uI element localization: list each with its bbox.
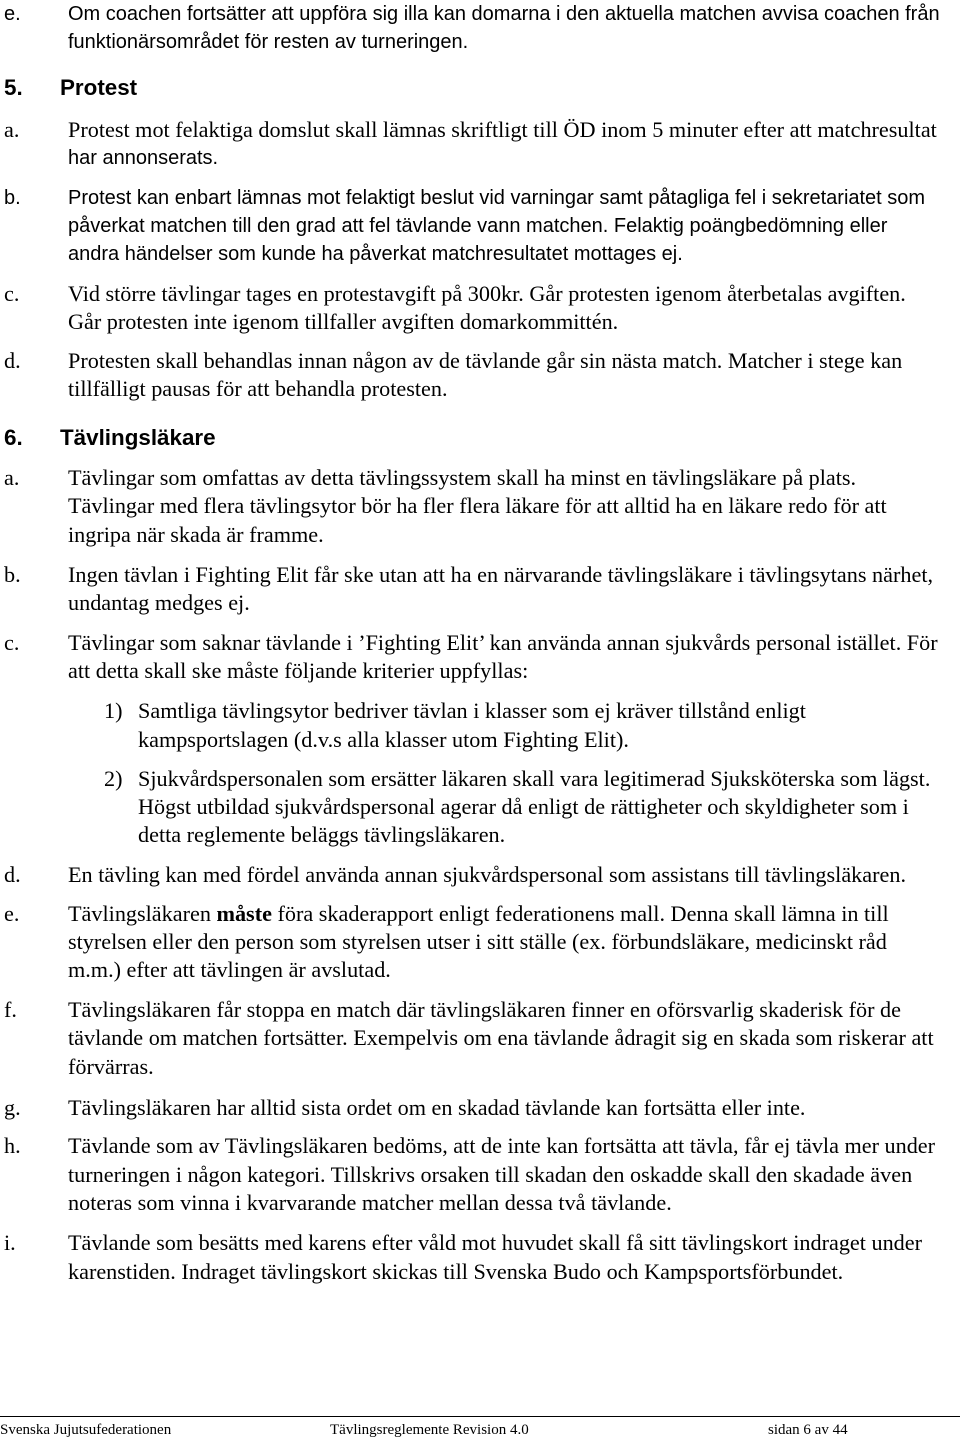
item-text-line: Protest mot felaktiga domslut skall lämnas skriftligt till ÖD inom 5 minuter efter att matchresultat bbox=[68, 117, 937, 142]
section-number: 5. bbox=[4, 75, 23, 100]
text-segment: föra skaderapport enligt federationens mall. Denna skall lämna in till bbox=[277, 901, 889, 926]
item-text-line: tillfälligt pausas för att behandla protesten. bbox=[68, 376, 448, 401]
criteria-text-line: Högst utbildad sjukvårdspersonal agerar då enligt de rättigheter och skyldigheter som i bbox=[138, 794, 909, 819]
item-label: f. bbox=[4, 997, 17, 1022]
item-label: b. bbox=[4, 187, 21, 209]
criteria-text-line: Sjukvårdspersonalen som ersätter läkaren skall vara legitimerad Sjuksköterska som lägst. bbox=[138, 766, 931, 791]
text-segment: Tävlingsläkaren bbox=[68, 901, 211, 926]
item-text-line: styrelsen eller den person som styrelsen utser i sitt ställe (ex. förbundsläkare, medicinskt råd bbox=[68, 929, 887, 954]
item-text-line bbox=[68, 900, 889, 928]
item-text-line: funktionärsområdet för resten av turneringen. bbox=[68, 31, 469, 53]
footer-page-number: sidan 6 av 44 bbox=[768, 1422, 848, 1438]
footer-document-title: Tävlingsreglemente Revision 4.0 bbox=[330, 1422, 529, 1438]
criteria-text-line: kampsportslagen (d.v.s alla klasser utom Fighting Elit). bbox=[138, 727, 629, 752]
item-text-line: Protest kan enbart lämnas mot felaktigt beslut vid varningar samt påtagliga fel i sekretariatet som bbox=[68, 187, 926, 209]
item-text-line: En tävling kan med fördel använda annan sjukvårdspersonal som assistans till tävlingsläkaren. bbox=[68, 862, 906, 887]
item-label: e. bbox=[4, 901, 20, 926]
item-label: e. bbox=[4, 3, 21, 25]
item-text-line: Tävlingar som saknar tävlande i ’Fighting Elit’ kan använda annan sjukvårds personal istället. För bbox=[68, 630, 938, 655]
section-title: Protest bbox=[60, 75, 138, 100]
item-text-line: noteras som vinna i kvarvarande matcher mellan dessa två tävlande. bbox=[68, 1190, 672, 1215]
item-text-line: Tävlingar som omfattas av detta tävlingssystem skall ha minst en tävlingsläkare på plats. bbox=[68, 465, 857, 490]
item-text-line: m.m.) efter att tävlingen är avslutad. bbox=[68, 957, 391, 982]
item-text-line: Om coachen fortsätter att uppföra sig illa kan domarna i den aktuella matchen avvisa coachen från bbox=[68, 3, 940, 25]
section-title: Tävlingsläkare bbox=[60, 425, 216, 450]
item-text-line: Tävlingsläkaren får stoppa en match där tävlingsläkaren finner en oförsvarlig skaderisk för de bbox=[68, 997, 901, 1022]
item-text-line: Tävlande som av Tävlingsläkaren bedöms, att de inte kan fortsätta att tävla, får ej tävla mer under bbox=[68, 1133, 936, 1158]
footer-rule bbox=[0, 1416, 960, 1417]
item-text-line: Tävlingsläkaren har alltid sista ordet om en skadad tävlande kan fortsätta eller inte. bbox=[68, 1095, 806, 1120]
item-text-line: turneringen i någon kategori. Tillskrivs orsaken till skadan den oskadde skall den skadade även bbox=[68, 1162, 913, 1187]
item-text-line: Går protesten inte igenom tillfaller avgiften domarkommittén. bbox=[68, 309, 619, 334]
item-label: a. bbox=[4, 465, 20, 490]
item-text-line: har annonserats. bbox=[68, 147, 219, 169]
item-label: g. bbox=[4, 1095, 21, 1120]
item-label: c. bbox=[4, 630, 20, 655]
item-text-line: karenstiden. Indraget tävlingskort skickas till Svenska Budo och Kampsportsförbundet. bbox=[68, 1259, 844, 1284]
item-text-line: Tävlande som besätts med karens efter våld mot huvudet skall få sitt tävlingskort indraget under bbox=[68, 1230, 922, 1255]
item-text-line: Protesten skall behandlas innan någon av de tävlande går sin nästa match. Matcher i stege kan bbox=[68, 348, 903, 373]
item-label: b. bbox=[4, 562, 21, 587]
criteria-text-line: Samtliga tävlingsytor bedriver tävlan i klasser som ej kräver tillstånd enligt bbox=[138, 698, 806, 723]
item-text-line: att detta skall ske måste följande kriterier uppfyllas: bbox=[68, 658, 529, 683]
section-number: 6. bbox=[4, 425, 23, 450]
emphasized-word: måste bbox=[216, 901, 272, 926]
item-label: i. bbox=[4, 1230, 16, 1255]
item-text-line: Vid större tävlingar tages en protestavgift på 300kr. Går protesten igenom återbetalas avgiften. bbox=[68, 281, 906, 306]
item-text-line: undantag medges ej. bbox=[68, 590, 250, 615]
criteria-label: 2) bbox=[104, 766, 123, 791]
item-label: d. bbox=[4, 348, 21, 373]
item-text-line: andra händelser som kunde ha påverkat matchresultatet mottages ej. bbox=[68, 243, 683, 265]
item-text-line: tävlande om matchen fortsätter. Exempelvis om ena tävlande ådragit sig en skada som riskerar att bbox=[68, 1025, 934, 1050]
item-label: h. bbox=[4, 1133, 21, 1158]
item-text-line: påverkat matchen till den grad att fel tävlande vann matchen. Felaktig poängbedömning eller bbox=[68, 215, 888, 237]
item-text-line: ingripa när skada är framme. bbox=[68, 522, 324, 547]
item-label: d. bbox=[4, 862, 21, 887]
criteria-label: 1) bbox=[104, 698, 123, 723]
item-label: a. bbox=[4, 117, 20, 142]
item-text-line: Ingen tävlan i Fighting Elit får ske utan att ha en närvarande tävlingsläkare i tävlingsytans närhet, bbox=[68, 562, 934, 587]
criteria-text-line: detta reglemente beläggs tävlingsläkaren. bbox=[138, 822, 506, 847]
item-text-line: förvärras. bbox=[68, 1054, 154, 1079]
item-label: c. bbox=[4, 281, 20, 306]
item-text-line: Tävlingar med flera tävlingsytor bör ha fler flera läkare för att alltid ha en läkare redo för att bbox=[68, 493, 887, 518]
footer-organization: Svenska Jujutsufederationen bbox=[0, 1422, 172, 1438]
